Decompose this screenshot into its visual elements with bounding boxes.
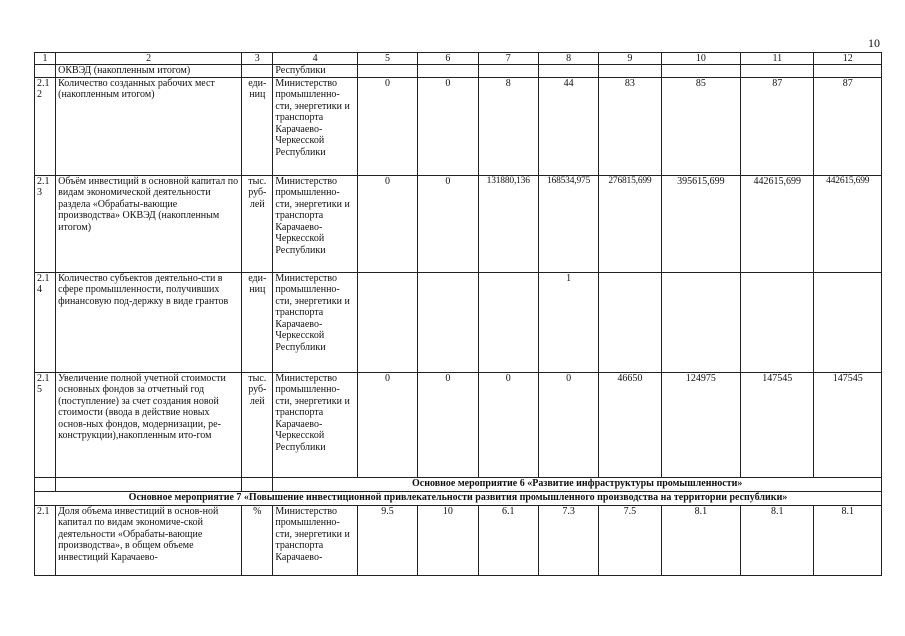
value-cell: 44 xyxy=(538,77,598,175)
responsible: Министерство промышленно-сти, энергетики и транспорта Карачаево-Черкесской Республики xyxy=(273,175,357,272)
row-number: 2.12 xyxy=(35,77,56,175)
value-cell xyxy=(741,272,814,372)
unit: еди-ниц xyxy=(242,77,273,175)
value-cell: 10 xyxy=(418,505,478,575)
value-cell: 8.1 xyxy=(741,505,814,575)
section-6-title: Основное мероприятие 6 «Развитие инфраструктуры промышленности» xyxy=(273,477,882,491)
header-cell: 6 xyxy=(418,53,478,65)
value-cell xyxy=(599,65,661,78)
header-row xyxy=(35,53,882,65)
section-spacer xyxy=(35,477,56,491)
section-7-title: Основное мероприятие 7 «Повышение инвестиционной привлекательности развития промышленного производства на территории республики» xyxy=(35,491,882,505)
value-cell: 46650 xyxy=(599,372,661,477)
value-cell xyxy=(418,272,478,372)
unit xyxy=(242,65,273,78)
value-cell: 168534,975 xyxy=(538,175,598,272)
indicator-name: Доля объема инвестиций в основ-ной капитал по видам экономиче-ской деятельности «Обрабаты-вающие производства», в общем объеме инвестиций Карачаево- xyxy=(56,505,242,575)
value-cell: 0 xyxy=(418,372,478,477)
responsible: Министерство промышленно-сти, энергетики и транспорта Карачаево-Черкесской Республики xyxy=(273,372,357,477)
value-cell xyxy=(661,65,740,78)
indicator-name: Увеличение полной учетной стоимости основных фондов за отчетный год (поступление) за счет создания новой стоимости (ввода в действие новых основ-ных фондов, модернизации, ре-конструкции),накопленным ито-гом xyxy=(56,372,242,477)
header-cell: 2 xyxy=(56,53,242,65)
indicator-name: Количество созданных рабочих мест (накопленным итогом) xyxy=(56,77,242,175)
indicators-table xyxy=(34,52,882,576)
value-cell: 8.1 xyxy=(814,505,882,575)
header-cell: 9 xyxy=(599,53,661,65)
value-cell xyxy=(478,272,538,372)
responsible: Республики xyxy=(273,65,357,78)
header-cell: 10 xyxy=(661,53,740,65)
value-cell: 6.1 xyxy=(478,505,538,575)
row-number: 2.1 xyxy=(35,505,56,575)
value-cell xyxy=(357,65,417,78)
value-cell: 87 xyxy=(814,77,882,175)
header-cell: 3 xyxy=(242,53,273,65)
value-cell: 147545 xyxy=(741,372,814,477)
indicator-name: Объём инвестиций в основной капитал по видам экономической деятельности раздела «Обрабаты-вающие производства» ОКВЭД (накопленным итогом) xyxy=(56,175,242,272)
section-spacer xyxy=(56,477,242,491)
responsible: Министерство промышленно-сти, энергетики и транспорта Карачаево- xyxy=(273,505,357,575)
value-cell: 0 xyxy=(357,372,417,477)
value-cell xyxy=(357,272,417,372)
value-cell xyxy=(478,65,538,78)
header-cell: 12 xyxy=(814,53,882,65)
section-row xyxy=(35,477,882,491)
page-number: 10 xyxy=(868,36,880,50)
value-cell: 1 xyxy=(538,272,598,372)
value-cell xyxy=(418,65,478,78)
unit: тыс. руб-лей xyxy=(242,175,273,272)
row-number: 2.15 xyxy=(35,372,56,477)
indicator-name: ОКВЭД (накопленным итогом) xyxy=(56,65,242,78)
row-number: 2.14 xyxy=(35,272,56,372)
value-cell xyxy=(661,272,740,372)
value-cell: 395615,699 xyxy=(661,175,740,272)
value-cell: 7.3 xyxy=(538,505,598,575)
value-cell: 0 xyxy=(538,372,598,477)
value-cell: 131880,136 xyxy=(478,175,538,272)
value-cell xyxy=(741,65,814,78)
row-number xyxy=(35,65,56,78)
header-cell: 7 xyxy=(478,53,538,65)
header-cell: 5 xyxy=(357,53,417,65)
table-row xyxy=(35,505,882,575)
responsible: Министерство промышленно-сти, энергетики и транспорта Карачаево-Черкесской Республики xyxy=(273,77,357,175)
value-cell: 9.5 xyxy=(357,505,417,575)
value-cell: 85 xyxy=(661,77,740,175)
responsible: Министерство промышленно-сти, энергетики и транспорта Карачаево-Черкесской Республики xyxy=(273,272,357,372)
indicator-name: Количество субъектов деятельно-сти в сфере промышленности, получивших финансовую под-держку в виде грантов xyxy=(56,272,242,372)
header-cell: 8 xyxy=(538,53,598,65)
value-cell xyxy=(814,272,882,372)
value-cell: 8 xyxy=(478,77,538,175)
value-cell: 0 xyxy=(357,77,417,175)
row-number: 2.13 xyxy=(35,175,56,272)
table-row xyxy=(35,77,882,175)
section-row xyxy=(35,491,882,505)
value-cell: 0 xyxy=(478,372,538,477)
value-cell: 8.1 xyxy=(661,505,740,575)
value-cell xyxy=(599,272,661,372)
value-cell xyxy=(538,65,598,78)
value-cell: 0 xyxy=(357,175,417,272)
table-row xyxy=(35,175,882,272)
unit: еди-ниц xyxy=(242,272,273,372)
value-cell: 442615,699 xyxy=(741,175,814,272)
section-spacer xyxy=(242,477,273,491)
header-cell: 1 xyxy=(35,53,56,65)
value-cell: 147545 xyxy=(814,372,882,477)
value-cell: 0 xyxy=(418,77,478,175)
value-cell: 83 xyxy=(599,77,661,175)
value-cell: 276815,699 xyxy=(599,175,661,272)
header-cell: 4 xyxy=(273,53,357,65)
unit: тыс. руб-лей xyxy=(242,372,273,477)
header-cell: 11 xyxy=(741,53,814,65)
unit: % xyxy=(242,505,273,575)
value-cell: 87 xyxy=(741,77,814,175)
value-cell xyxy=(814,65,882,78)
value-cell: 124975 xyxy=(661,372,740,477)
table-row xyxy=(35,372,882,477)
table-row xyxy=(35,65,882,78)
table-row xyxy=(35,272,882,372)
value-cell: 7.5 xyxy=(599,505,661,575)
value-cell: 442615,699 xyxy=(814,175,882,272)
value-cell: 0 xyxy=(418,175,478,272)
